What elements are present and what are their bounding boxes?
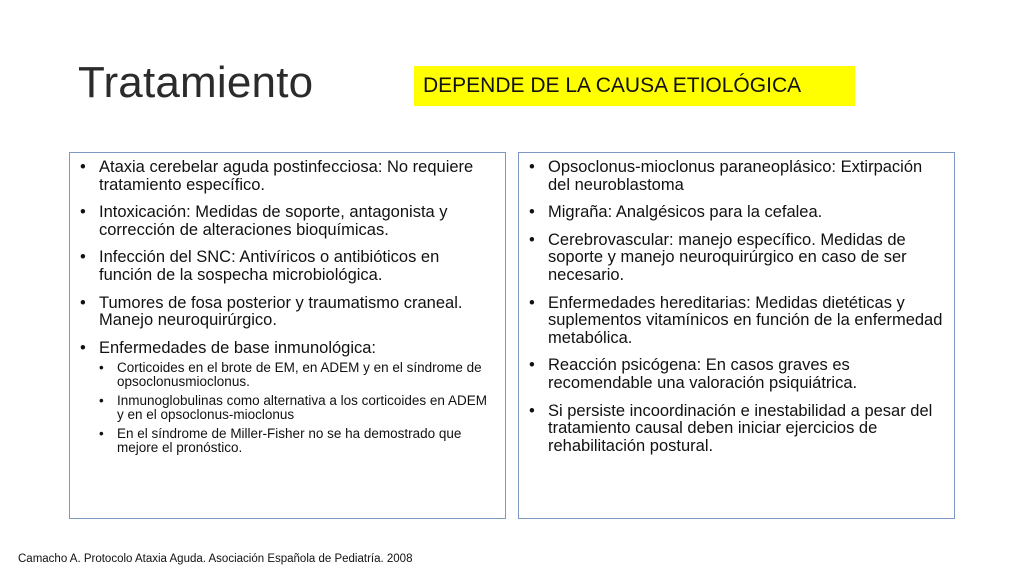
immunologic-sublist (99, 361, 497, 455)
etiology-callout: DEPENDE DE LA CAUSA ETIOLÓGICA (414, 66, 855, 106)
list-item: • Cerebrovascular: manejo específico. Medidas de soporte y manejo neuroquirúrgico en caso de ser necesario. (529, 232, 946, 285)
list-item: • Si persiste incoordinación e inestabilidad a pesar del tratamiento causal deben iniciar ejercicios de rehabilitación postural. (529, 403, 946, 456)
list-item-immunologic (80, 340, 497, 456)
list-item: • Tumores de fosa posterior y traumatismo craneal. Manejo neuroquirúrgico. (80, 295, 497, 330)
sub-list-item: • Corticoides en el brote de EM, en ADEM y en el síndrome de opsoclonusmioclonus. (99, 361, 497, 389)
list-item: • Reacción psicógena: En casos graves es recomendable una valoración psiquiátrica. (529, 357, 946, 392)
sub-list-item: • Inmunoglobulinas como alternativa a los corticoides en ADEM y en el opsoclonus-mioclonus (99, 394, 497, 422)
list-item: • Infección del SNC: Antivíricos o antibióticos en función de la sospecha microbiológica. (80, 249, 497, 284)
list-item: • Ataxia cerebelar aguda postinfecciosa: No requiere tratamiento específico. (80, 159, 497, 194)
right-treatment-panel (518, 152, 955, 519)
right-bullet-list (529, 159, 946, 455)
sub-list-item: • En el síndrome de Miller-Fisher no se ha demostrado que mejore el pronóstico. (99, 427, 497, 455)
list-item-label: Enfermedades de base inmunológica: (99, 338, 377, 357)
slide-title: Tratamiento (78, 58, 314, 107)
list-item: • Intoxicación: Medidas de soporte, antagonista y corrección de alteraciones bioquímicas. (80, 204, 497, 239)
list-item: • Enfermedades hereditarias: Medidas dietéticas y suplementos vitamínicos en función de la enfermedad metabólica. (529, 295, 946, 348)
left-treatment-panel (69, 152, 506, 519)
list-item: • Opsoclonus-mioclonus paraneoplásico: Extirpación del neuroblastoma (529, 159, 946, 194)
citation-footer: Camacho A. Protocolo Ataxia Aguda. Asociación Española de Pediatría. 2008 (18, 553, 413, 565)
list-item: • Migraña: Analgésicos para la cefalea. (529, 204, 946, 222)
left-bullet-list (80, 159, 497, 455)
